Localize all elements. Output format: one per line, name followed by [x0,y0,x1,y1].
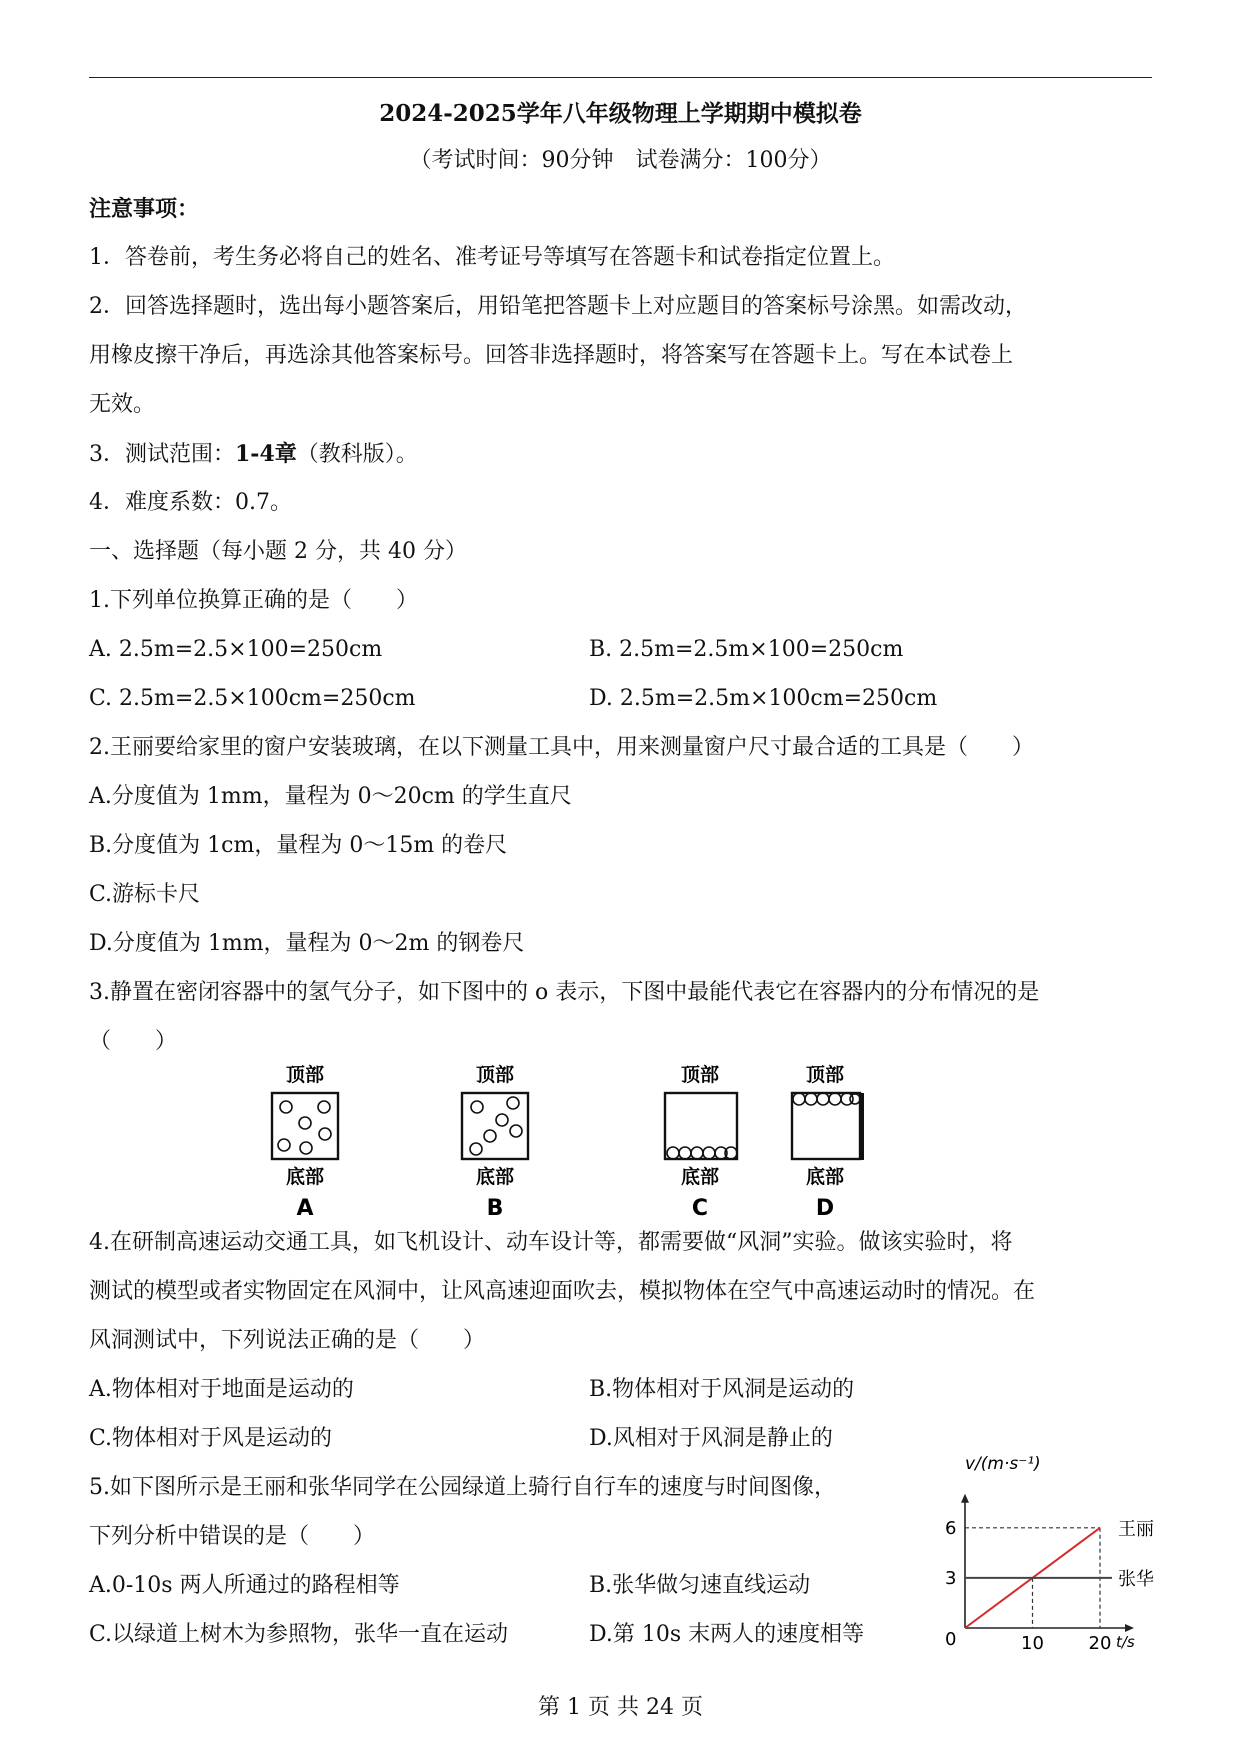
y-axis-label: v/(m·s⁻¹) [965,1454,1041,1474]
chart-plot-area [945,1494,1154,1654]
q1-option-a: A. 2.5m=2.5×100=250cm [89,637,383,662]
top-label: 顶部 [475,1064,515,1086]
container-box [792,1093,860,1159]
molecule [300,1142,312,1154]
molecule [829,1093,841,1105]
note-2-line-1: 2．回答选择题时，选出每小题答案后，用铅笔把答题卡上对应题目的答案标号涂黑。如需改动， [89,294,1028,319]
note-4: 4．难度系数：0.7。 [89,490,292,515]
y-tick-label: 6 [945,1517,957,1539]
note-2-line-3: 无效。 [89,392,156,417]
q4-stem-line-1: 4.在研制高速运动交通工具，如飞机设计、动车设计等，都需要做“风洞”实验。做该实验时，将 [89,1230,1013,1255]
x-axis-arrow [1125,1624,1134,1632]
q4-stem-line-3: 风洞测试中，下列说法正确的是（ ） [89,1328,486,1353]
q2-option-a: A.分度值为 1mm，量程为 0～20cm 的学生直尺 [89,784,572,809]
note-2-line-2: 用橡皮擦干净后，再选涂其他答案标号。回答非选择题时，将答案写在答题卡上。写在本试卷上 [89,343,1014,368]
top-label: 顶部 [285,1064,325,1086]
bottom-label: 底部 [285,1166,325,1188]
option-letter-d: D [815,1196,835,1221]
q5-stem-line-1: 5.如下图所示是王丽和张华同学在公园绿道上骑行自行车的速度与时间图像， [89,1475,836,1500]
option-letter-c: C [691,1196,709,1221]
molecule [850,1094,860,1104]
q4-option-c: C.物体相对于风是运动的 [89,1426,333,1451]
molecule [496,1114,508,1126]
series-label: 王丽 [1118,1518,1154,1540]
container-option-a [272,1063,338,1221]
molecule [319,1128,331,1140]
series-label: 张华 [1118,1568,1154,1590]
molecule [484,1130,496,1142]
x-axis-label: t/s [1116,1633,1135,1651]
x-tick-label: 10 [1021,1633,1044,1654]
page-number: 第 1 页 共 24 页 [538,1695,703,1720]
q5-option-c: C.以绿道上树木为参照物，张华一直在运动 [89,1622,509,1647]
y-tick-label: 3 [945,1567,957,1589]
q2-stem: 2.王丽要给家里的窗户安装玻璃，在以下测量工具中，用来测量窗户尺寸最合适的工具是（ ） [89,735,1034,760]
bottom-label: 底部 [805,1166,845,1188]
note-3-range: 1-4章 [235,441,297,467]
q5-option-d: D.第 10s 末两人的速度相等 [589,1622,865,1647]
note-3 [89,439,418,470]
molecule [817,1093,829,1105]
molecule [793,1093,805,1105]
exam-subtitle: （考试时间：90分钟 试卷满分：100分） [409,148,832,173]
origin-label: 0 [945,1629,957,1650]
option-letter-b: B [486,1196,504,1221]
container-option-b [462,1063,528,1221]
molecule [679,1147,691,1159]
bottom-label: 底部 [475,1166,515,1188]
bottom-label: 底部 [680,1166,720,1188]
q4-option-a: A.物体相对于地面是运动的 [89,1377,354,1402]
molecule [278,1139,290,1151]
q2-option-d: D.分度值为 1mm，量程为 0～2m 的钢卷尺 [89,931,525,956]
q5-option-a: A.0-10s 两人所通过的路程相等 [89,1573,400,1598]
q4-option-b: B.物体相对于风洞是运动的 [589,1377,855,1402]
header-rule [89,77,1152,78]
q1-option-c: C. 2.5m=2.5×100cm=250cm [89,686,416,711]
molecule-distribution-figure [250,1060,990,1222]
molecule [507,1097,519,1109]
section-heading: 一、选择题（每小题 2 分，共 40 分） [89,539,467,564]
note-3-prefix: 3．测试范围： [89,442,235,467]
q3-stem-line-1: 3.静置在密闭容器中的氢气分子，如下图中的 o 表示，下图中最能代表它在容器内的分布情况的是 [89,980,1040,1005]
x-tick-label: 20 [1088,1633,1112,1654]
q5-stem-line-2: 下列分析中错误的是（ ） [89,1524,376,1549]
option-letter-a: A [296,1196,314,1221]
note-1: 1．答卷前，考生务必将自己的姓名、准考证号等填写在答题卡和试卷指定位置上。 [89,245,895,270]
molecule [703,1147,715,1159]
container-option-c [665,1063,737,1221]
q4-stem-line-2: 测试的模型或者实物固定在风洞中，让风高速迎面吹去，模拟物体在空气中高速运动时的情况。在 [89,1279,1036,1304]
q1-stem: 1.下列单位换算正确的是（ ） [89,588,418,613]
q1-option-b: B. 2.5m=2.5m×100=250cm [589,637,904,662]
molecule [280,1101,292,1113]
page-title: 2024-2025学年八年级物理上学期期中模拟卷 [379,100,862,127]
molecule [667,1147,679,1159]
notes-heading: 注意事项： [89,196,200,222]
q2-option-b: B.分度值为 1cm，量程为 0～15m 的卷尺 [89,833,508,858]
q1-option-d: D. 2.5m=2.5m×100cm=250cm [589,686,938,711]
container-option-d [792,1063,862,1221]
q3-stem-line-2: （ ） [89,1029,178,1054]
top-label: 顶部 [680,1064,720,1086]
molecule [510,1125,522,1137]
top-label: 顶部 [805,1064,845,1086]
molecule [691,1147,703,1159]
velocity-time-chart [920,1445,1154,1655]
molecule [471,1101,483,1113]
q4-option-d: D.风相对于风洞是静止的 [589,1426,833,1451]
q5-option-b: B.张华做匀速直线运动 [589,1573,811,1598]
note-3-suffix: （教科版）。 [296,442,418,467]
molecule [470,1143,482,1155]
molecule [805,1093,817,1105]
q2-option-c: C.游标卡尺 [89,882,201,907]
molecule [318,1101,330,1113]
y-axis-arrow [961,1494,969,1503]
molecule [299,1117,311,1129]
